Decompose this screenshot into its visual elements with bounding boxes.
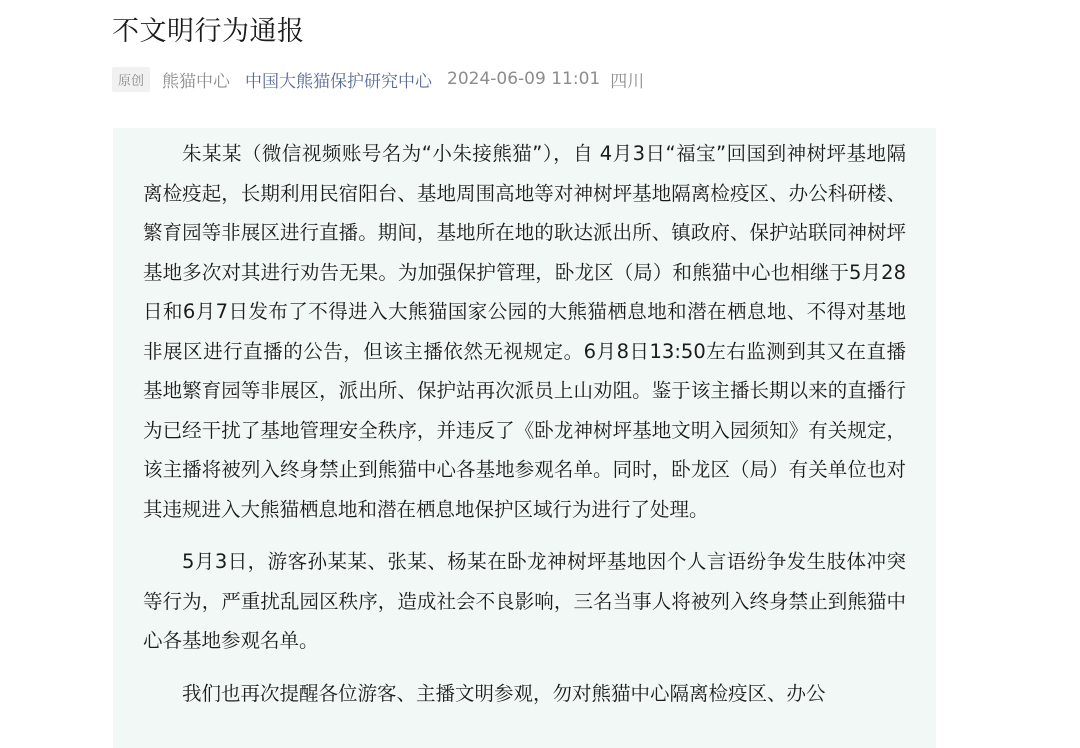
- paragraph-1: 朱某某（微信视频账号名为“小朱接熊猫”），自 4月3日“福宝”回国到神树坪基地隔离检疫起，长期利用民宿阳台、基地周围高地等对神树坪基地隔离检疫区、办公科研楼、繁育园等非展区进行直播。期间，基地所在地的耿达派出所、镇政府、保护站联同神树坪基地多次对其进行劝告无果。为加强保护管理，卧龙区（局）和熊猫中心也相继于5月28日和6月7日发布了不得进入大熊猫国家公园的大熊猫栖息地和潜在栖息地、不得对基地非展区进行直播的公告，但该主播依然无视规定。6月8日13:50左右监测到其又在直播基地繁育园等非展区，派出所、保护站再次派员上山劝阻。鉴于该主播长期以来的直播行为已经干扰了基地管理安全秩序，并违反了《卧龙神树坪基地文明入园须知》有关规定，该主播将被列入终身禁止到熊猫中心各基地参观名单。同时，卧龙区（局）有关单位也对其违规进入大熊猫栖息地和潜在栖息地保护区域行为进行了处理。: [143, 142, 906, 521]
- author-name: 熊猫中心: [162, 71, 231, 92]
- publish-location: 四川: [610, 71, 645, 92]
- article-title: 不文明行为通报: [112, 16, 305, 47]
- account-name-link[interactable]: 中国大熊猫保护研究中心: [245, 71, 433, 92]
- article-meta: [112, 64, 644, 94]
- paragraph-2: 5月3日，游客孙某某、张某、杨某在卧龙神树坪基地因个人言语纷争发生肢体冲突等行为，严重扰乱园区秩序，造成社会不良影响，三名当事人将被列入终身禁止到熊猫中心各基地参观名单。: [143, 550, 906, 652]
- original-tag: 原创: [112, 67, 150, 92]
- paragraph-3: 我们也再次提醒各位游客、主播文明参观，勿对熊猫中心隔离检疫区、办公: [182, 681, 826, 705]
- publish-time: 2024-06-09 11:01: [447, 69, 601, 89]
- article-body: [113, 128, 936, 748]
